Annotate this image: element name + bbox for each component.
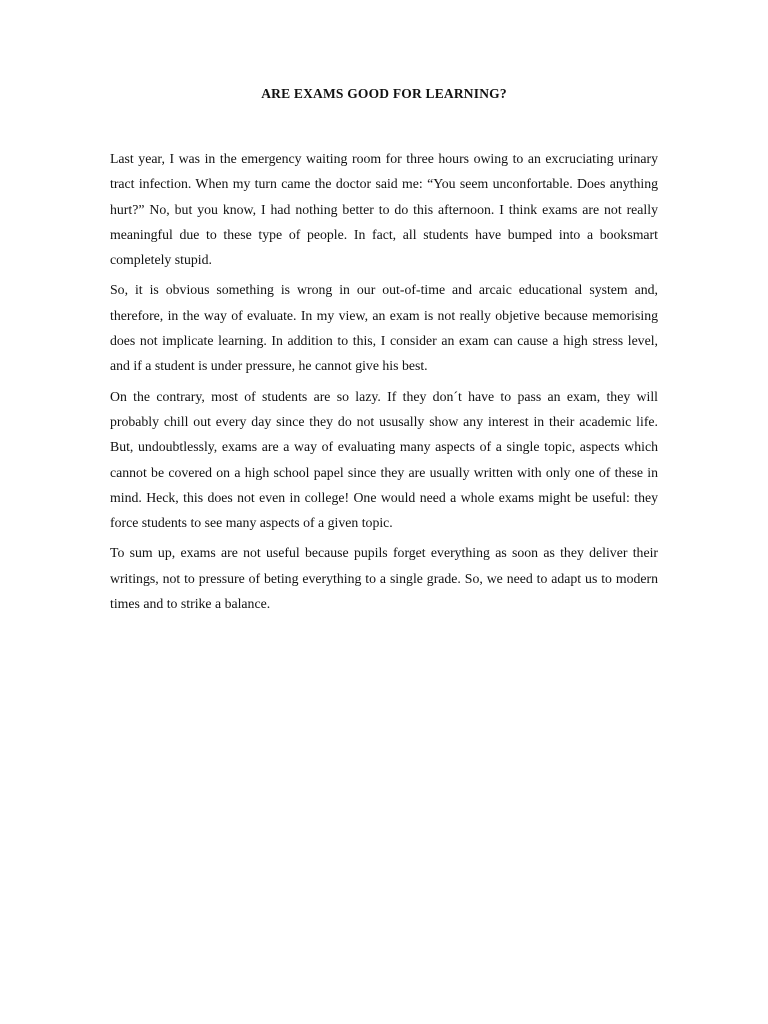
paragraph-1: Last year, I was in the emergency waiting room for three hours owing to an excruciating urinary tract infection. When my turn came the doctor said me: “You seem unconfortable. Does anything hurt?” No, but you know, I had nothing better to do this afternoon. I think exams are not really meaningful due to these type of people. In fact, all students have bumped into a booksmart completely stupid.	[110, 151, 658, 268]
paragraph-3: On the contrary, most of students are so lazy. If they don´t have to pass an exam, they will probably chill out every day since they do not ususally show any interest in their academic life. But, undoubtlessly, exams are a way of evaluating many aspects of a single topic, aspects which cannot be covered on a high school papel since they are usually written with only one of these in mind. Heck, this does not even in college! One would need a whole exams might be useful: they force students to see many aspects of a given topic.	[110, 388, 658, 531]
document-body	[110, 146, 658, 621]
paragraph-2: So, it is obvious something is wrong in our out-of-time and arcaic educational system and, therefore, in the way of evaluate. In my view, an exam is not really objetive because memorising does not implicate learning. In addition to this, I consider an exam can cause a high stress level, and if a student is under pressure, he cannot give his best.	[110, 282, 658, 374]
document-title: ARE EXAMS GOOD FOR LEARNING?	[261, 86, 507, 101]
paragraph-4: To sum up, exams are not useful because pupils forget everything as soon as they deliver their writings, not to pressure of beting everything to a single grade. So, we need to adapt us to modern times and to strike a balance.	[110, 545, 658, 612]
